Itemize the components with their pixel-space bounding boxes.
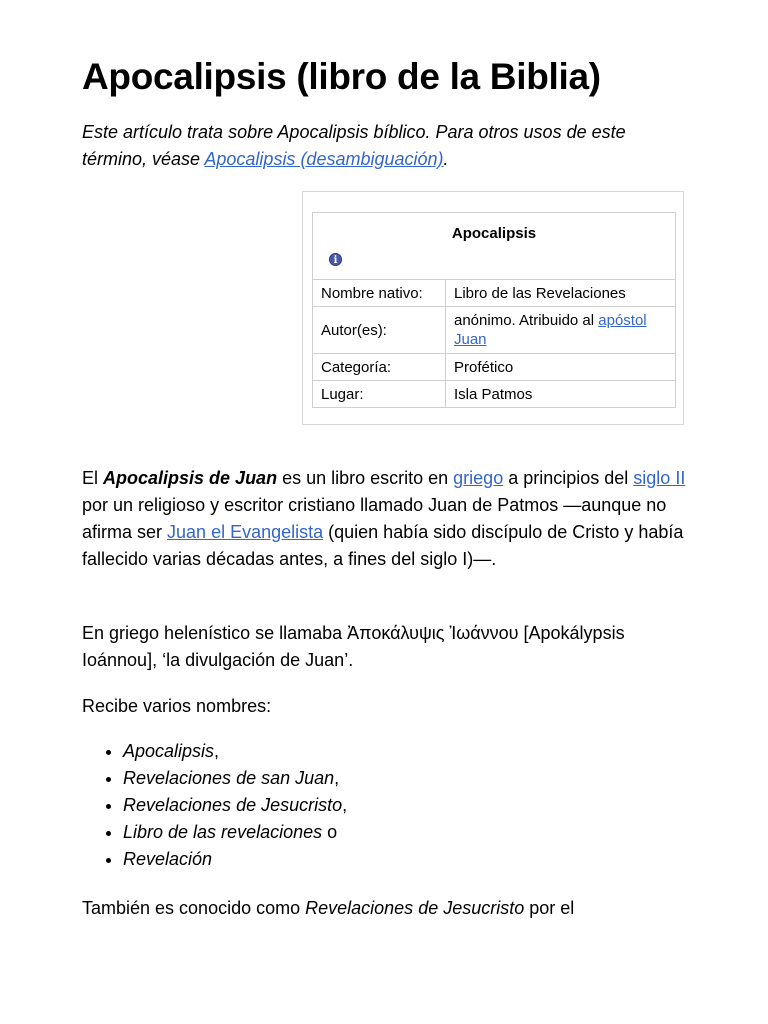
griego-link[interactable]: griego (453, 468, 504, 488)
list-item (123, 738, 347, 765)
infobox-value: Profético (454, 358, 514, 376)
names-list (82, 738, 347, 873)
list-item (123, 846, 347, 873)
text: a principios del (503, 468, 634, 488)
list-item-name: Revelaciones de Jesucristo (123, 795, 343, 815)
infobox-row-nombre (313, 280, 675, 307)
infobox-label: Categoría: (313, 354, 446, 380)
disambiguation-link[interactable]: Apocalipsis (desambiguación) (204, 149, 444, 169)
infobox-header (313, 213, 675, 280)
text: El (82, 468, 104, 488)
names-intro: Recibe varios nombres: (82, 696, 272, 716)
infobox (312, 212, 676, 408)
text: es un libro escrito en (277, 468, 454, 488)
list-item-name: Revelaciones de san Juan (123, 768, 335, 788)
infobox-label: Lugar: (313, 381, 446, 407)
intro-paragraph (82, 465, 694, 573)
infobox-label: Nombre nativo: (313, 280, 446, 306)
text: por un religioso y escritor cristiano llamado Juan de Patmos ―aunque no afirma ser (82, 495, 667, 542)
list-item-suffix: , (334, 768, 340, 788)
infobox-label: Autor(es): (313, 307, 446, 353)
siglo-ii-link[interactable]: siglo II (633, 468, 686, 488)
infobox-value: Libro de las Revelaciones (454, 284, 626, 302)
juan-evangelista-link[interactable]: Juan el Evangelista (167, 522, 324, 542)
list-item-suffix: o (322, 822, 338, 842)
also-known-paragraph (82, 895, 694, 922)
hatnote-end: . (443, 149, 449, 169)
infobox-row-autor (313, 307, 675, 354)
list-item-name: Apocalipsis (123, 741, 215, 761)
hatnote (82, 119, 692, 173)
list-item-suffix: , (342, 795, 348, 815)
list-item-name: Revelación (123, 849, 213, 869)
infobox-value-text: anónimo. Atribuido al (454, 312, 599, 329)
infobox-row-categoria (313, 354, 675, 381)
text: (quien había sido discípulo de Cristo y había fallecido varias décadas antes, a fines del siglo I)―. (82, 522, 684, 569)
infobox-title: Apocalipsis (451, 225, 537, 242)
text: También es conocido como (82, 898, 306, 918)
infobox-value: Isla Patmos (454, 385, 533, 403)
list-item-suffix: , (214, 741, 220, 761)
list-item (123, 792, 347, 819)
list-item (123, 819, 347, 846)
infobox-row-lugar (313, 381, 675, 407)
greek-name-paragraph: En griego helenístico se llamaba Ἀποκάλυψις Ἰωάννου [Apokálypsis Ioánnou], ‘la divulgación de Juan’. (82, 623, 625, 670)
list-item-name: Libro de las revelaciones (123, 822, 323, 842)
alt-name: Revelaciones de Jesucristo (305, 898, 525, 918)
hatnote-text: Este artículo trata sobre Apocalipsis bíblico. Para otros usos de este término, véase (82, 122, 626, 169)
page-title: Apocalipsis (libro de la Biblia) (82, 56, 601, 97)
infobox-value (446, 307, 675, 353)
info-icon[interactable]: i (329, 253, 342, 266)
book-name: Apocalipsis de Juan (103, 468, 278, 488)
text: por el (524, 898, 575, 918)
apostol-juan-link[interactable]: apóstol Juan (454, 312, 647, 348)
list-item (123, 765, 347, 792)
